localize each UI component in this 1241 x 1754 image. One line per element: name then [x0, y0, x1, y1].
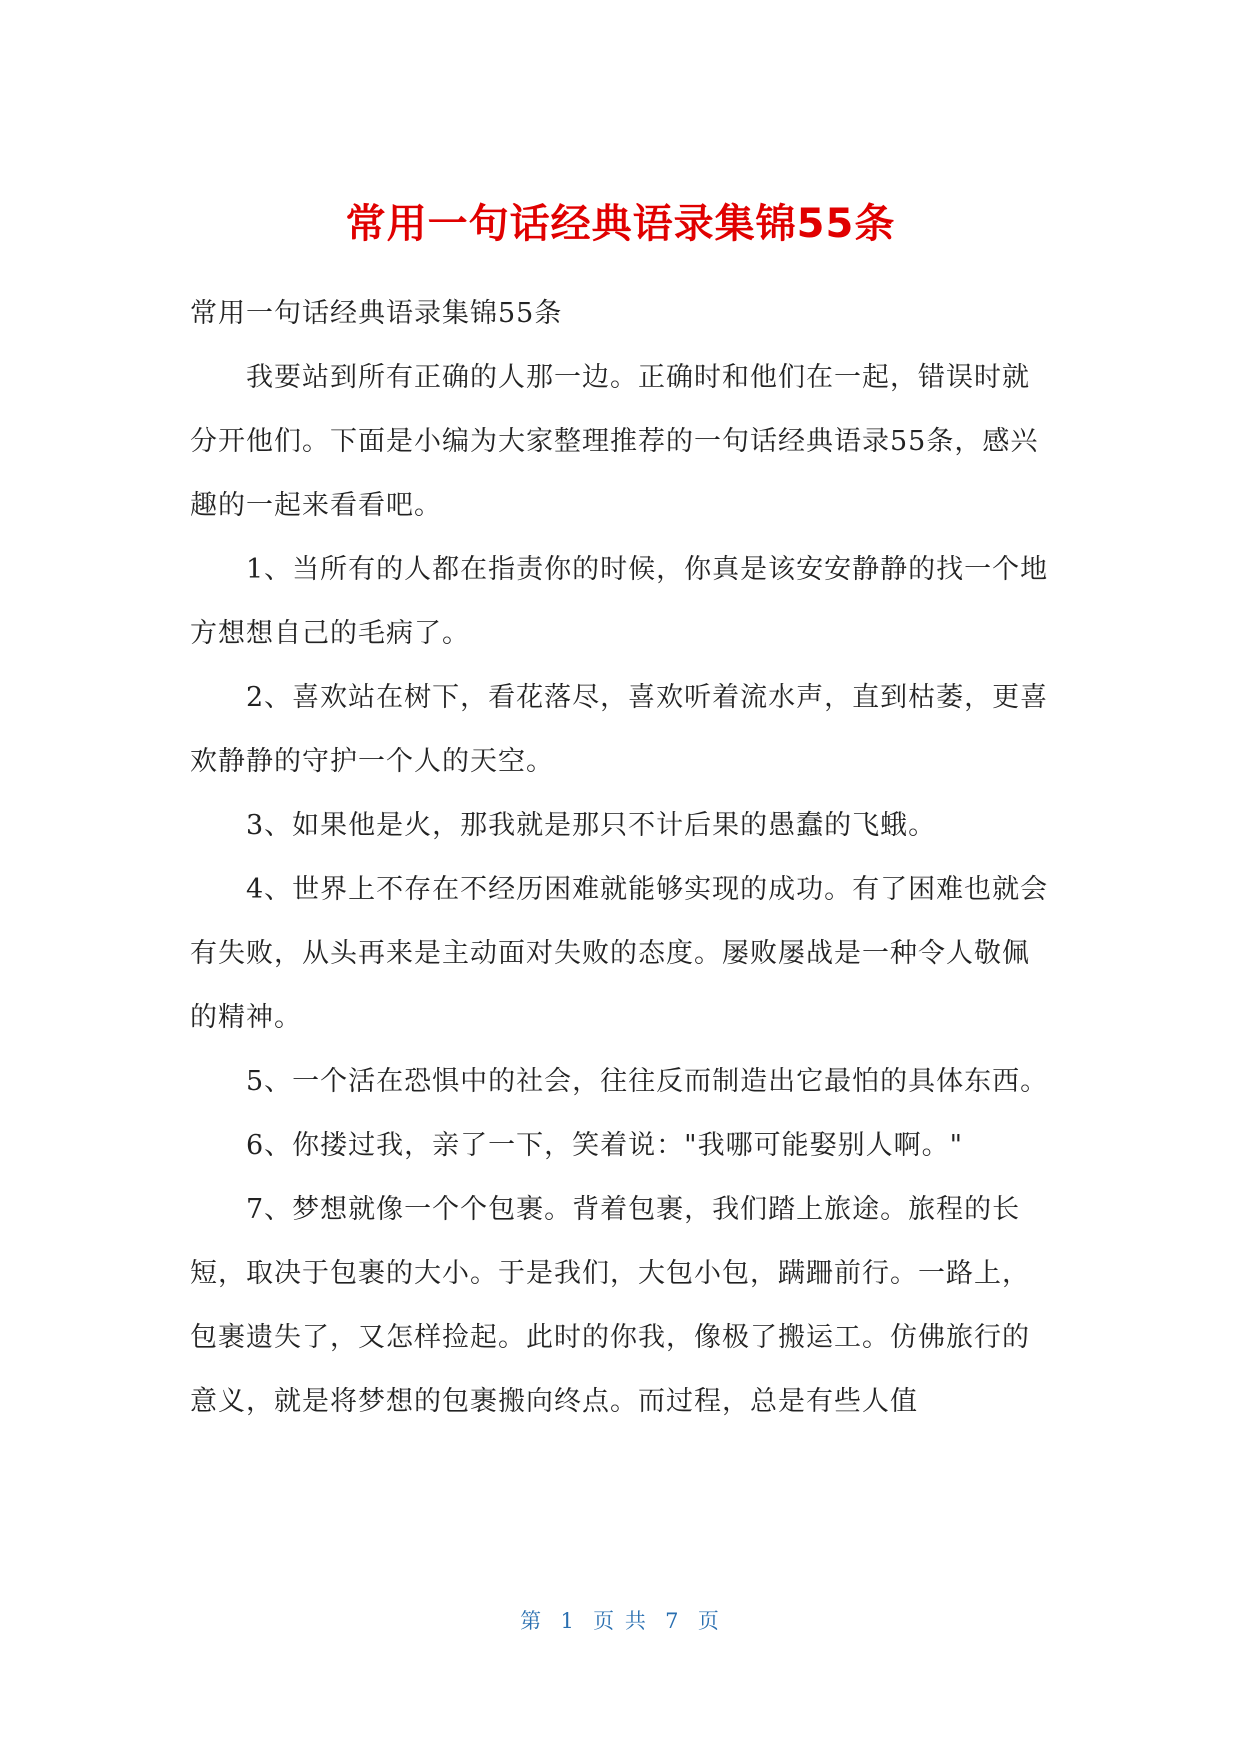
intro-paragraph: 我要站到所有正确的人那一边。正确时和他们在一起，错误时就分开他们。下面是小编为大家整理推荐的一句话经典语录55条，感兴趣的一起来看看吧。	[190, 362, 1039, 521]
quote-item-3: 3、如果他是火，那我就是那只不计后果的愚蠢的飞蛾。	[246, 810, 937, 841]
page-number-footer: 第 1 页 共 7 页	[520, 1609, 721, 1633]
quote-item-4: 4、世界上不存在不经历困难就能够实现的成功。有了困难也就会有失败，从头再来是主动面对失败的态度。屡败屡战是一种令人敬佩的精神。	[190, 874, 1049, 1033]
document-body	[190, 282, 1050, 1434]
quote-item-1: 1、当所有的人都在指责你的时候，你真是该安安静静的找一个地方想想自己的毛病了。	[190, 554, 1049, 649]
quote-item-7: 7、梦想就像一个个包裹。背着包裹，我们踏上旅途。旅程的长短，取决于包裹的大小。于是我们，大包小包，蹒跚前行。一路上，包裹遗失了，又怎样捡起。此时的你我，像极了搬运工。仿佛旅行的意义，就是将梦想的包裹搬向终点。而过程，总是有些人值	[190, 1194, 1030, 1417]
quote-item-6: 6、你搂过我，亲了一下，笑着说："我哪可能娶别人啊。"	[246, 1130, 964, 1161]
document-subtitle: 常用一句话经典语录集锦55条	[190, 298, 563, 329]
document-title: 常用一句话经典语录集锦55条	[345, 201, 896, 247]
quote-item-2: 2、喜欢站在树下，看花落尽，喜欢听着流水声，直到枯萎，更喜欢静静的守护一个人的天空。	[190, 682, 1049, 777]
quote-item-5: 5、一个活在恐惧中的社会，往往反而制造出它最怕的具体东西。	[246, 1066, 1049, 1097]
